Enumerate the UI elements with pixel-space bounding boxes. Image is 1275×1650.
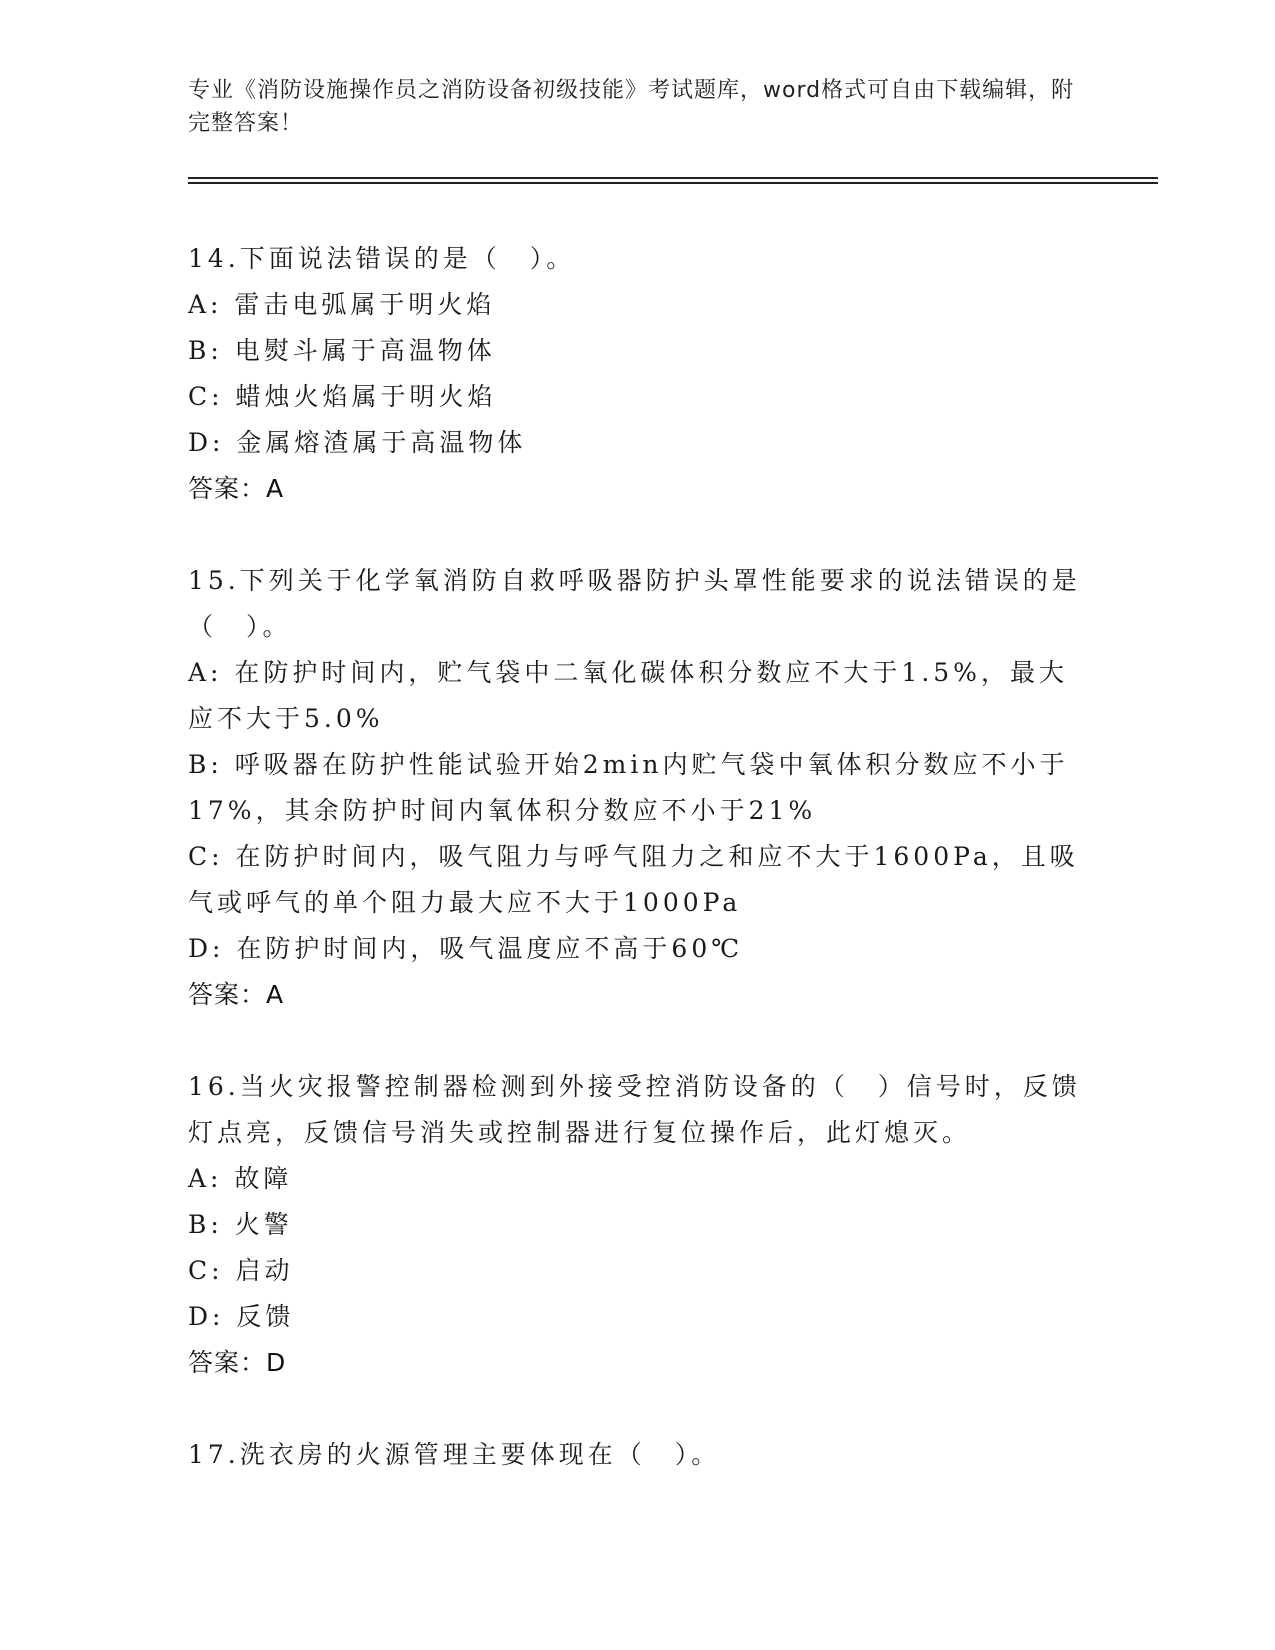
option-c: C: 蜡烛火焰属于明火焰: [188, 382, 497, 411]
answer-line: 答案：D: [188, 1348, 287, 1377]
option-b: B: 呼吸器在防护性能试验开始2min内贮气袋中氧体积分数应不小于17%，其余防护时间内氧体积分数应不小于21%: [188, 750, 1069, 825]
question-stem: 17.洗衣房的火源管理主要体现在（ ）。: [188, 1440, 721, 1469]
option-d: D: 在防护时间内，吸气温度应不高于60℃: [188, 934, 744, 963]
option-b: B: 火警: [188, 1210, 293, 1239]
question-17: [188, 1432, 1088, 1478]
header-rule-bottom: [188, 182, 1158, 184]
option-c: C: 启动: [188, 1256, 294, 1285]
option-d: D: 金属熔渣属于高温物体: [188, 428, 527, 457]
question-stem: 14.下面说法错误的是（ ）。: [188, 244, 576, 273]
option-a: A: 雷击电弧属于明火焰: [188, 290, 496, 319]
option-d: D: 反馈: [188, 1302, 295, 1331]
question-list: [188, 236, 1088, 1524]
header-text: 专业《消防设施操作员之消防设备初级技能》考试题库，word格式可自由下载编辑，附完整答案！: [188, 78, 1075, 136]
answer-line: 答案：A: [188, 474, 285, 503]
option-a: A: 在防护时间内，贮气袋中二氧化碳体积分数应不大于1.5%，最大应不大于5.0%: [188, 658, 1068, 733]
option-c: C: 在防护时间内，吸气阻力与呼气阻力之和应不大于1600Pa，且吸气或呼气的单个阻力最大应不大于1000Pa: [188, 842, 1079, 917]
question-stem: 15.下列关于化学氧消防自救呼吸器防护头罩性能要求的说法错误的是（ ）。: [188, 566, 1081, 641]
option-b: B: 电熨斗属于高温物体: [188, 336, 496, 365]
question-16: [188, 1064, 1088, 1386]
question-15: [188, 558, 1088, 1018]
question-stem: 16.当火灾报警控制器检测到外接受控消防设备的（ ）信号时，反馈灯点亮，反馈信号消失或控制器进行复位操作后，此灯熄灭。: [188, 1072, 1081, 1147]
question-14: [188, 236, 1088, 512]
answer-line: 答案：A: [188, 980, 285, 1009]
header-rule-top: [188, 177, 1158, 179]
option-a: A: 故障: [188, 1164, 293, 1193]
